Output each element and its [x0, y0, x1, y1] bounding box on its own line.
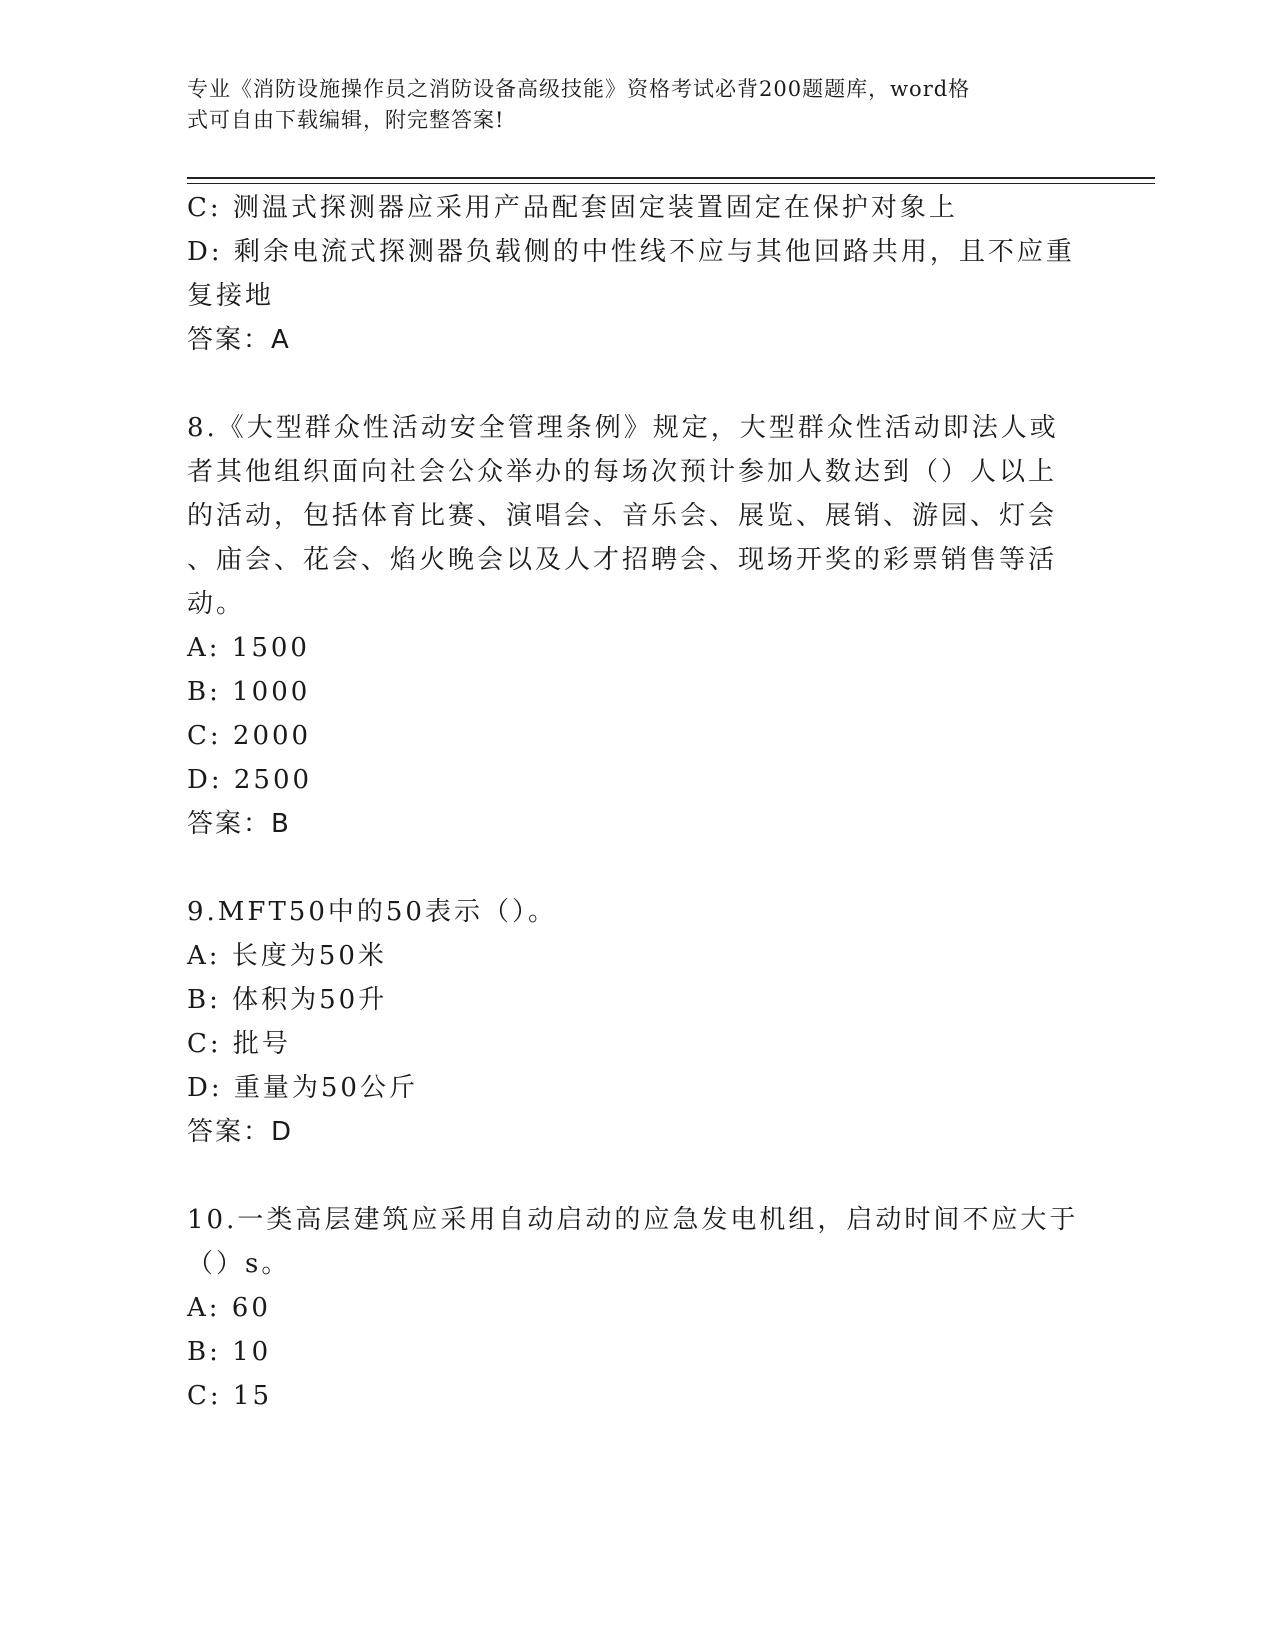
- q10-stem-line-1: 10.一类高层建筑应采用自动启动的应急发电机组，启动时间不应大于: [187, 1205, 1079, 1235]
- q8-stem-line-4: 、庙会、花会、焰火晚会以及人才招聘会、现场开奖的彩票销售等活: [187, 545, 1058, 575]
- prev-option-d-line-2: 复接地: [187, 281, 275, 311]
- q9-stem: 9.MFT50中的50表示（）。: [187, 897, 557, 927]
- q8-option-b: B: 1000: [187, 677, 311, 707]
- header-rule-thin: [187, 183, 1155, 184]
- header-line-2: 式可自由下载编辑，附完整答案!: [187, 108, 505, 132]
- q8-stem-line-5: 动。: [187, 589, 246, 619]
- q8-option-c: C: 2000: [187, 721, 312, 751]
- q9-answer: 答案：D: [187, 1117, 294, 1147]
- q8-answer: 答案：B: [187, 809, 291, 839]
- q8-stem-line-1: 8.《大型群众性活动安全管理条例》规定，大型群众性活动即法人或: [187, 413, 1059, 443]
- header-rule-thick: [187, 177, 1155, 179]
- prev-option-d-line-1: D: 剩余电流式探测器负载侧的中性线不应与其他回路共用，且不应重: [187, 237, 1075, 267]
- prev-answer: 答案：A: [187, 325, 291, 355]
- prev-option-c: C: 测温式探测器应采用产品配套固定装置固定在保护对象上: [187, 193, 958, 223]
- q10-stem-line-2: （）s。: [187, 1249, 291, 1279]
- q8-stem-line-2: 者其他组织面向社会公众举办的每场次预计参加人数达到（）人以上: [187, 457, 1058, 487]
- q9-option-d: D: 重量为50公斤: [187, 1073, 418, 1103]
- q10-option-c: C: 15: [187, 1381, 273, 1411]
- q8-option-a: A: 1500: [187, 633, 310, 663]
- q9-option-a: A: 长度为50米: [187, 941, 387, 971]
- q9-option-b: B: 体积为50升: [187, 985, 388, 1015]
- q9-option-c: C: 批号: [187, 1029, 291, 1059]
- q10-option-b: B: 10: [187, 1337, 272, 1367]
- q8-option-d: D: 2500: [187, 765, 313, 795]
- header-line-1: 专业《消防设施操作员之消防设备高级技能》资格考试必背200题题库，word格: [187, 77, 971, 101]
- q8-stem-line-3: 的活动，包括体育比赛、演唱会、音乐会、展览、展销、游园、灯会: [187, 501, 1058, 531]
- q10-option-a: A: 60: [187, 1293, 271, 1323]
- document-header: [187, 74, 1067, 136]
